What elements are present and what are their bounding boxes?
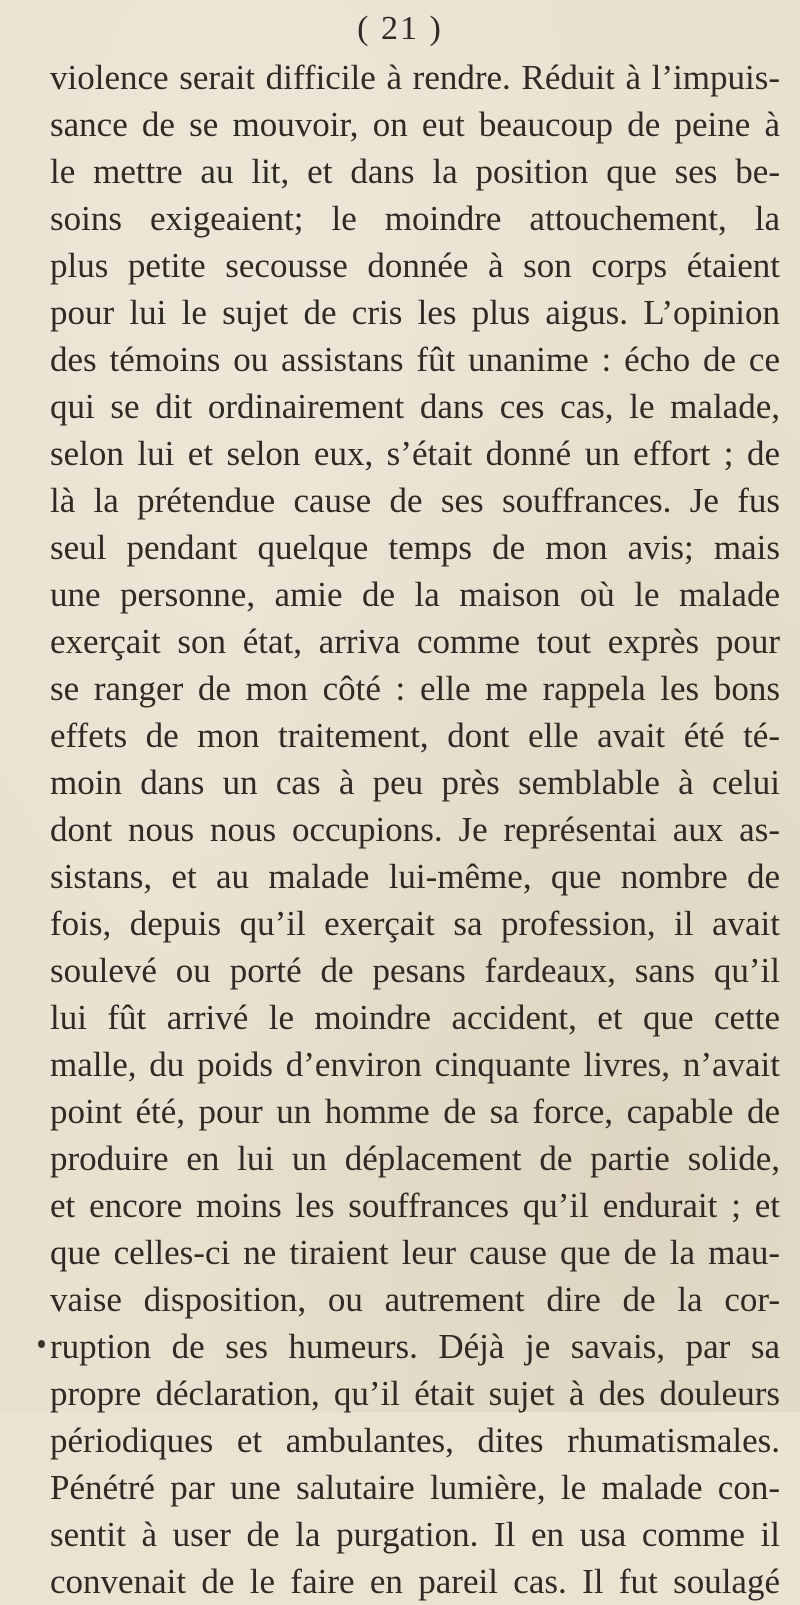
text-line: lui fût arrivé le moindre accident, et que cette bbox=[50, 998, 780, 1037]
text-line: propre déclaration, qu’il était sujet à des douleurs bbox=[50, 1374, 780, 1413]
text-line: se ranger de mon côté : elle me rappela les bons bbox=[50, 669, 780, 708]
text-line: sistans, et au malade lui-même, que nombre de bbox=[50, 857, 780, 896]
text-line: produire en lui un déplacement de partie solide, bbox=[50, 1139, 780, 1178]
text-line: effets de mon traitement, dont elle avait été té- bbox=[50, 716, 780, 755]
text-line: là la prétendue cause de ses souffrances. Je fus bbox=[50, 481, 780, 520]
text-line: et encore moins les souffrances qu’il endurait ; et bbox=[50, 1186, 780, 1225]
text-line: que celles-ci ne tiraient leur cause que de la mau- bbox=[50, 1233, 780, 1272]
body-text bbox=[50, 54, 780, 1605]
text-line: convenait de le faire en pareil cas. Il fut soulagé bbox=[50, 1562, 780, 1601]
text-line: selon lui et selon eux, s’était donné un effort ; de bbox=[50, 434, 780, 473]
text-line: moin dans un cas à peu près semblable à celui bbox=[50, 763, 780, 802]
text-line: sentit à user de la purgation. Il en usa comme il bbox=[50, 1515, 780, 1554]
text-line: fois, depuis qu’il exerçait sa profession, il avait bbox=[50, 904, 780, 943]
text-line: une personne, amie de la maison où le malade bbox=[50, 575, 780, 614]
text-line: vaise disposition, ou autrement dire de la cor- bbox=[50, 1280, 780, 1319]
text-line: malle, du poids d’environ cinquante livres, n’avait bbox=[50, 1045, 780, 1084]
page-number: ( 21 ) bbox=[357, 10, 443, 47]
text-line: sance de se mouvoir, on eut beaucoup de peine à bbox=[50, 105, 780, 144]
text-line: le mettre au lit, et dans la position que ses be- bbox=[50, 152, 780, 191]
text-line: seul pendant quelque temps de mon avis; mais bbox=[50, 528, 780, 567]
text-line: des témoins ou assistans fût unanime : écho de ce bbox=[50, 340, 780, 379]
text-line: qui se dit ordinairement dans ces cas, le malade, bbox=[50, 387, 780, 426]
text-line: violence serait difficile à rendre. Réduit à l’impuis- bbox=[50, 58, 780, 97]
text-line: pour lui le sujet de cris les plus aigus. L’opinion bbox=[50, 293, 780, 332]
text-line: exerçait son état, arriva comme tout exprès pour bbox=[50, 622, 780, 661]
text-line: ruption de ses humeurs. Déjà je savais, par sa bbox=[50, 1327, 780, 1366]
text-line: dont nous nous occupions. Je représentai aux as- bbox=[50, 810, 780, 849]
text-line: point été, pour un homme de sa force, capable de bbox=[50, 1092, 780, 1131]
text-line: périodiques et ambulantes, dites rhumatismales. bbox=[50, 1421, 780, 1460]
text-line: plus petite secousse donnée à son corps étaient bbox=[50, 246, 780, 285]
text-line: soins exigeaient; le moindre attouchement, la bbox=[50, 199, 780, 238]
text-line: Pénétré par une salutaire lumière, le malade con- bbox=[50, 1468, 780, 1507]
ink-speck bbox=[38, 1340, 45, 1348]
text-line: soulevé ou porté de pesans fardeaux, sans qu’il bbox=[50, 951, 780, 990]
